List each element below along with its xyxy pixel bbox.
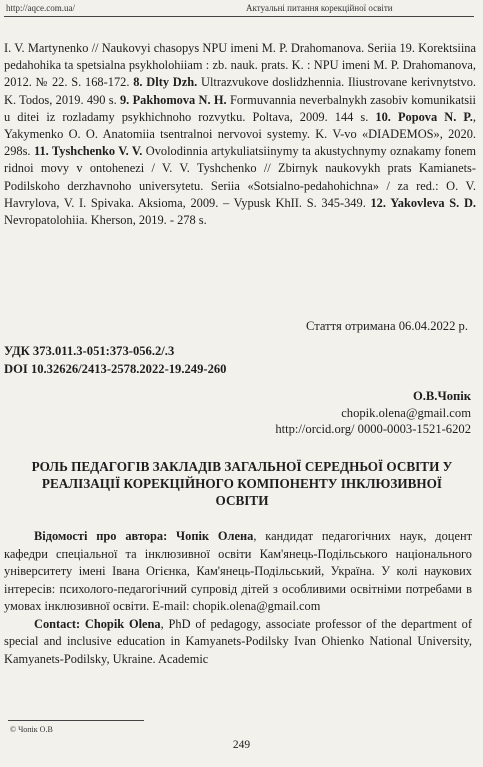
received-date: Стаття отримана 06.04.2022 р. — [306, 319, 468, 333]
doi-code: DOI 10.32626/2413-2578.2022-19.249-260 — [4, 362, 227, 376]
author-block — [275, 388, 471, 438]
classification-block — [4, 342, 226, 378]
reference-segment: , Yakymenko O. O. Anatomiia tsentralnoi nervovoi systemy. K. V-vo «DIADEMOS», 2020. 298s. — [4, 109, 476, 159]
author-email[interactable]: chopik.olena@gmail.com — [341, 405, 471, 420]
reference-segment: Formuvannia neverbalnykh zasobiv komunikatsii u ditei iz rozladamy psykhichnoho rozvytku. Poltava, 2009. 144 s. — [4, 92, 476, 124]
author-name: О.В.Чопік — [412, 389, 471, 403]
author-info-label-en: Contact: Chopik Olena — [34, 616, 161, 631]
header-journal-title: Актуальні питання корекційної освіти — [246, 3, 393, 13]
reference-segment: Ultrazvukove doslidzhennia. Iliustrovane kerivnytstvo. K. Todos, 2019. 490 s. — [4, 75, 476, 107]
reference-number: 12. Yakovleva S. D. — [370, 195, 476, 210]
author-info-text-en: , PhD of pedagogy, associate professor of the department of special and inclusive education in Kamyanets-Podilsky Ivan Ohienko National University, Kamyanets-Podilsky, Ukraine. Academic — [4, 616, 473, 666]
reference-number: 10. Popova N. P. — [375, 109, 473, 124]
reference-segment: I. V. Martynenko // Naukovyi chasopys NPU imeni M. P. Drahomanova. Seriia 19. Korektsiina pedahohika ta spetsialna psykholohiiam : zb. nauk. prats. K. : NPU imeni M. P. Drahomanova, 2012. № 22. S. 168-172. — [4, 41, 476, 90]
article-title: РОЛЬ ПЕДАГОГІВ ЗАКЛАДІВ ЗАГАЛЬНОЇ СЕРЕДНЬОЇ ОСВІТИ У РЕАЛІЗАЦІЇ КОРЕКЦІЙНОГО КОМПОНЕНТУ ІНКЛЮЗИВНОЇ ОСВІТИ — [31, 459, 453, 508]
header-url[interactable]: http://aqce.com.ua/ — [6, 3, 75, 13]
udc-code: УДК 373.011.3-051:373-056.2/.3 — [4, 344, 175, 358]
reference-number: 11. Tyshchenko V. V. — [33, 144, 143, 159]
reference-number: 8. Dlty Dzh. — [133, 75, 198, 90]
author-info-label-ua: Відомості про автора: Чопік Олена — [34, 529, 254, 543]
author-orcid[interactable]: http://orcid.org/ 0000-0003-1521-6202 — [275, 422, 471, 436]
author-info-text-ua: , кандидат педагогічних наук, доцент кафедри спеціальної та інклюзивної освіти Кам'янець-Подільського національного університету імені Івана Огієнка, Кам'янець-Подільський, Україна. У колі наукових інтересів: психолого-педагогічний супровід дітей з особливими освітніми потребами в умовах інклюзивної освіти. E-mail: chopik.olena@gmail.com — [4, 529, 472, 613]
page-number: 249 — [232, 739, 251, 751]
copyright-note: © Чопік О.В — [10, 725, 53, 734]
running-header — [0, 3, 483, 17]
header-rule — [4, 16, 474, 17]
references-list — [4, 40, 476, 229]
reference-number: 9. Pakhomova N. H. — [119, 92, 227, 107]
reference-segment: Ovolodinnia artykuliatsiinymy ta akustychnymy oznakamy fonem ridnoi movy v ontohenezi / V. V. Tyshchenko // Zbirnyk naukovykh prats Kamianets-Podilskoho derzhavnoho universytetu. Seriia «Sotsialno-pedahohichna» / za red.: O. V. Havrylova, V. I. Spivaka. Aksioma, 2009. – Vypusk KhII. S. 345-349. — [4, 144, 476, 210]
footnote-rule — [8, 720, 144, 721]
author-info — [4, 528, 472, 668]
reference-segment: Nevropatolohiia. Kherson, 2019. - 278 s. — [4, 213, 207, 228]
